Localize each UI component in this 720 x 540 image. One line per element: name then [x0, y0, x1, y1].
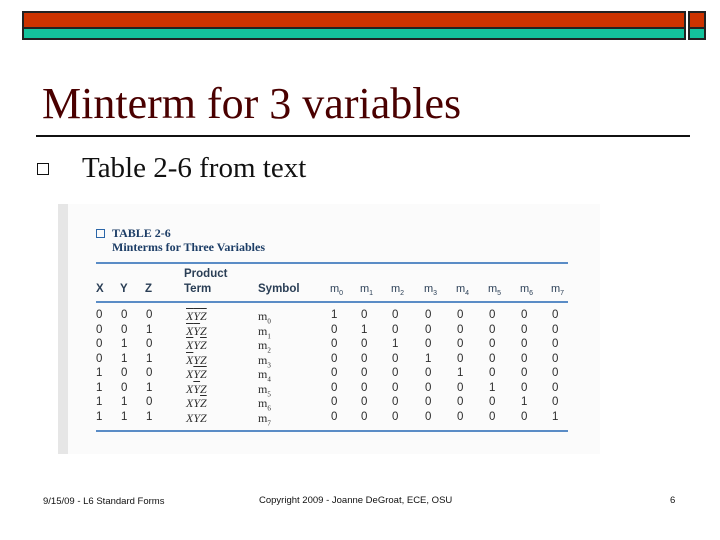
header-x: X	[96, 283, 104, 295]
row-z-value: 1	[146, 323, 153, 336]
minterm-value: 0	[425, 367, 432, 379]
minterm-value: 0	[489, 396, 496, 408]
footer-page-number: 6	[670, 495, 676, 506]
minterm-value: 0	[392, 410, 399, 423]
minterm-value: 0	[392, 352, 399, 365]
minterm-value: 0	[521, 338, 528, 350]
minterm-value: 0	[425, 338, 432, 350]
row-y-value: 0	[121, 367, 128, 379]
minterm-value: 0	[425, 323, 432, 336]
minterm-value: 0	[361, 309, 368, 321]
minterm-column-header: $m_1$	[360, 283, 374, 298]
minterm-value: 1	[552, 410, 559, 423]
minterm-value: 0	[521, 309, 528, 321]
minterm-value: 0	[521, 352, 528, 365]
top-green-bar	[22, 29, 686, 40]
minterm-value: 0	[425, 309, 432, 321]
minterm-value: 0	[331, 396, 338, 408]
table-image-edge	[58, 204, 68, 454]
row-symbol: $m_5$	[258, 381, 271, 398]
row-z-value: 0	[146, 367, 153, 379]
table-caption-number: TABLE 2-6	[112, 226, 171, 240]
product-term: XYZ	[186, 410, 207, 425]
row-symbol: $m_4$	[258, 367, 271, 384]
row-z-value: 0	[146, 309, 153, 321]
product-term: $\overline{X}YZ$	[186, 352, 207, 367]
minterm-value: 0	[361, 352, 368, 365]
minterm-value: 0	[552, 352, 559, 365]
product-term: $\overline{X}Y\overline{Z}$	[186, 338, 207, 352]
minterm-value: 0	[331, 323, 338, 336]
product-term: $\overline{X}\overline{Y}Z$	[186, 323, 207, 338]
minterm-value: 0	[489, 367, 496, 379]
table-header-rule	[96, 301, 568, 303]
minterm-value: 0	[552, 396, 559, 408]
minterm-value: 0	[392, 396, 399, 408]
minterm-value: 0	[425, 381, 432, 394]
minterm-value: 0	[457, 352, 464, 365]
title-divider	[36, 135, 690, 137]
product-term: $X\overline{Y}\overline{Z}$	[186, 367, 207, 381]
product-term: $\overline{X}\overline{Y}\overline{Z}$	[186, 309, 207, 323]
minterm-value: 0	[489, 309, 496, 321]
minterm-column-header: $m_4$	[456, 283, 470, 298]
minterm-value: 0	[392, 381, 399, 394]
caption-square-icon	[96, 229, 105, 238]
row-y-value: 1	[121, 352, 128, 365]
minterm-value: 0	[331, 410, 338, 423]
row-x-value: 1	[96, 410, 103, 423]
product-term: $XY\overline{Z}$	[186, 396, 207, 410]
minterm-column-header: $m_2$	[391, 283, 405, 298]
minterm-value: 0	[425, 410, 432, 423]
row-y-value: 0	[121, 381, 128, 394]
corner-green-square	[688, 29, 706, 40]
minterm-value: 0	[392, 367, 399, 379]
footer-copyright: Copyright 2009 - Joanne DeGroat, ECE, OSU	[259, 495, 453, 506]
footer-date-lecture: 9/15/09 - L6 Standard Forms	[43, 496, 165, 507]
bullet-text: Table 2-6 from text	[82, 152, 307, 184]
minterm-value: 0	[331, 338, 338, 350]
minterm-value: 0	[552, 381, 559, 394]
table-caption-title: Minterms for Three Variables	[112, 240, 265, 254]
minterm-value: 0	[489, 338, 496, 350]
minterm-value: 0	[425, 396, 432, 408]
table-bottom-rule	[96, 430, 568, 432]
row-symbol: $m_2$	[258, 338, 271, 355]
corner-red-square	[688, 11, 706, 29]
minterm-value: 0	[521, 367, 528, 379]
row-z-value: 1	[146, 381, 153, 394]
product-term: $X\overline{Y}Z$	[186, 381, 207, 396]
minterm-value: 0	[361, 367, 368, 379]
slide-title: Minterm for 3 variables	[42, 79, 462, 128]
minterm-value: 0	[521, 410, 528, 423]
minterm-value: 1	[331, 309, 338, 321]
minterm-value: 0	[552, 338, 559, 350]
row-z-value: 0	[146, 338, 153, 350]
minterm-value: 0	[331, 367, 338, 379]
row-z-value: 0	[146, 396, 153, 408]
minterm-column-header: $m_7$	[551, 283, 565, 298]
minterm-value: 0	[457, 410, 464, 423]
row-y-value: 0	[121, 309, 128, 321]
row-z-value: 1	[146, 352, 153, 365]
row-x-value: 1	[96, 367, 103, 379]
minterm-value: 0	[489, 410, 496, 423]
minterm-value: 1	[392, 338, 399, 350]
minterm-value: 1	[361, 323, 368, 336]
row-x-value: 0	[96, 323, 103, 336]
row-symbol: $m_6$	[258, 396, 271, 413]
minterm-column-header: $m_6$	[520, 283, 534, 298]
bullet-square-icon	[37, 163, 49, 175]
minterm-value: 1	[489, 381, 496, 394]
row-symbol: $m_7$	[258, 410, 271, 427]
minterm-value: 0	[361, 338, 368, 350]
minterm-value: 0	[457, 396, 464, 408]
row-y-value: 0	[121, 323, 128, 336]
row-symbol: $m_0$	[258, 309, 271, 326]
minterm-value: 1	[521, 396, 528, 408]
row-symbol: $m_3$	[258, 352, 271, 369]
minterm-value: 0	[489, 352, 496, 365]
row-y-value: 1	[121, 396, 128, 408]
minterm-value: 0	[392, 309, 399, 321]
minterm-value: 0	[457, 323, 464, 336]
minterm-value: 1	[457, 367, 464, 379]
minterm-value: 0	[552, 367, 559, 379]
row-x-value: 0	[96, 352, 103, 365]
table-top-rule	[96, 262, 568, 264]
minterm-value: 0	[392, 323, 399, 336]
minterm-value: 0	[361, 381, 368, 394]
minterm-value: 0	[521, 323, 528, 336]
minterm-value: 0	[457, 381, 464, 394]
minterm-value: 0	[331, 381, 338, 394]
minterm-value: 0	[361, 410, 368, 423]
header-product: Product	[184, 268, 228, 280]
row-x-value: 1	[96, 381, 103, 394]
header-symbol: Symbol	[258, 283, 300, 295]
minterm-value: 0	[489, 323, 496, 336]
row-x-value: 0	[96, 309, 103, 321]
minterm-value: 0	[457, 309, 464, 321]
row-x-value: 1	[96, 396, 103, 408]
minterm-value: 0	[552, 323, 559, 336]
minterm-column-header: $m_0$	[330, 283, 344, 298]
minterm-value: 0	[552, 309, 559, 321]
row-z-value: 1	[146, 410, 153, 423]
row-symbol: $m_1$	[258, 323, 271, 340]
minterm-value: 1	[425, 352, 432, 365]
minterm-column-header: $m_5$	[488, 283, 502, 298]
minterm-value: 0	[331, 352, 338, 365]
header-y: Y	[120, 283, 128, 295]
header-term: Term	[184, 283, 212, 295]
header-z: Z	[145, 283, 153, 295]
row-x-value: 0	[96, 338, 103, 350]
minterm-value: 0	[457, 338, 464, 350]
row-y-value: 1	[121, 338, 128, 350]
minterm-column-header: $m_3$	[424, 283, 438, 298]
row-y-value: 1	[121, 410, 128, 423]
minterm-value: 0	[361, 396, 368, 408]
top-red-bar	[22, 11, 686, 29]
minterm-value: 0	[521, 381, 528, 394]
